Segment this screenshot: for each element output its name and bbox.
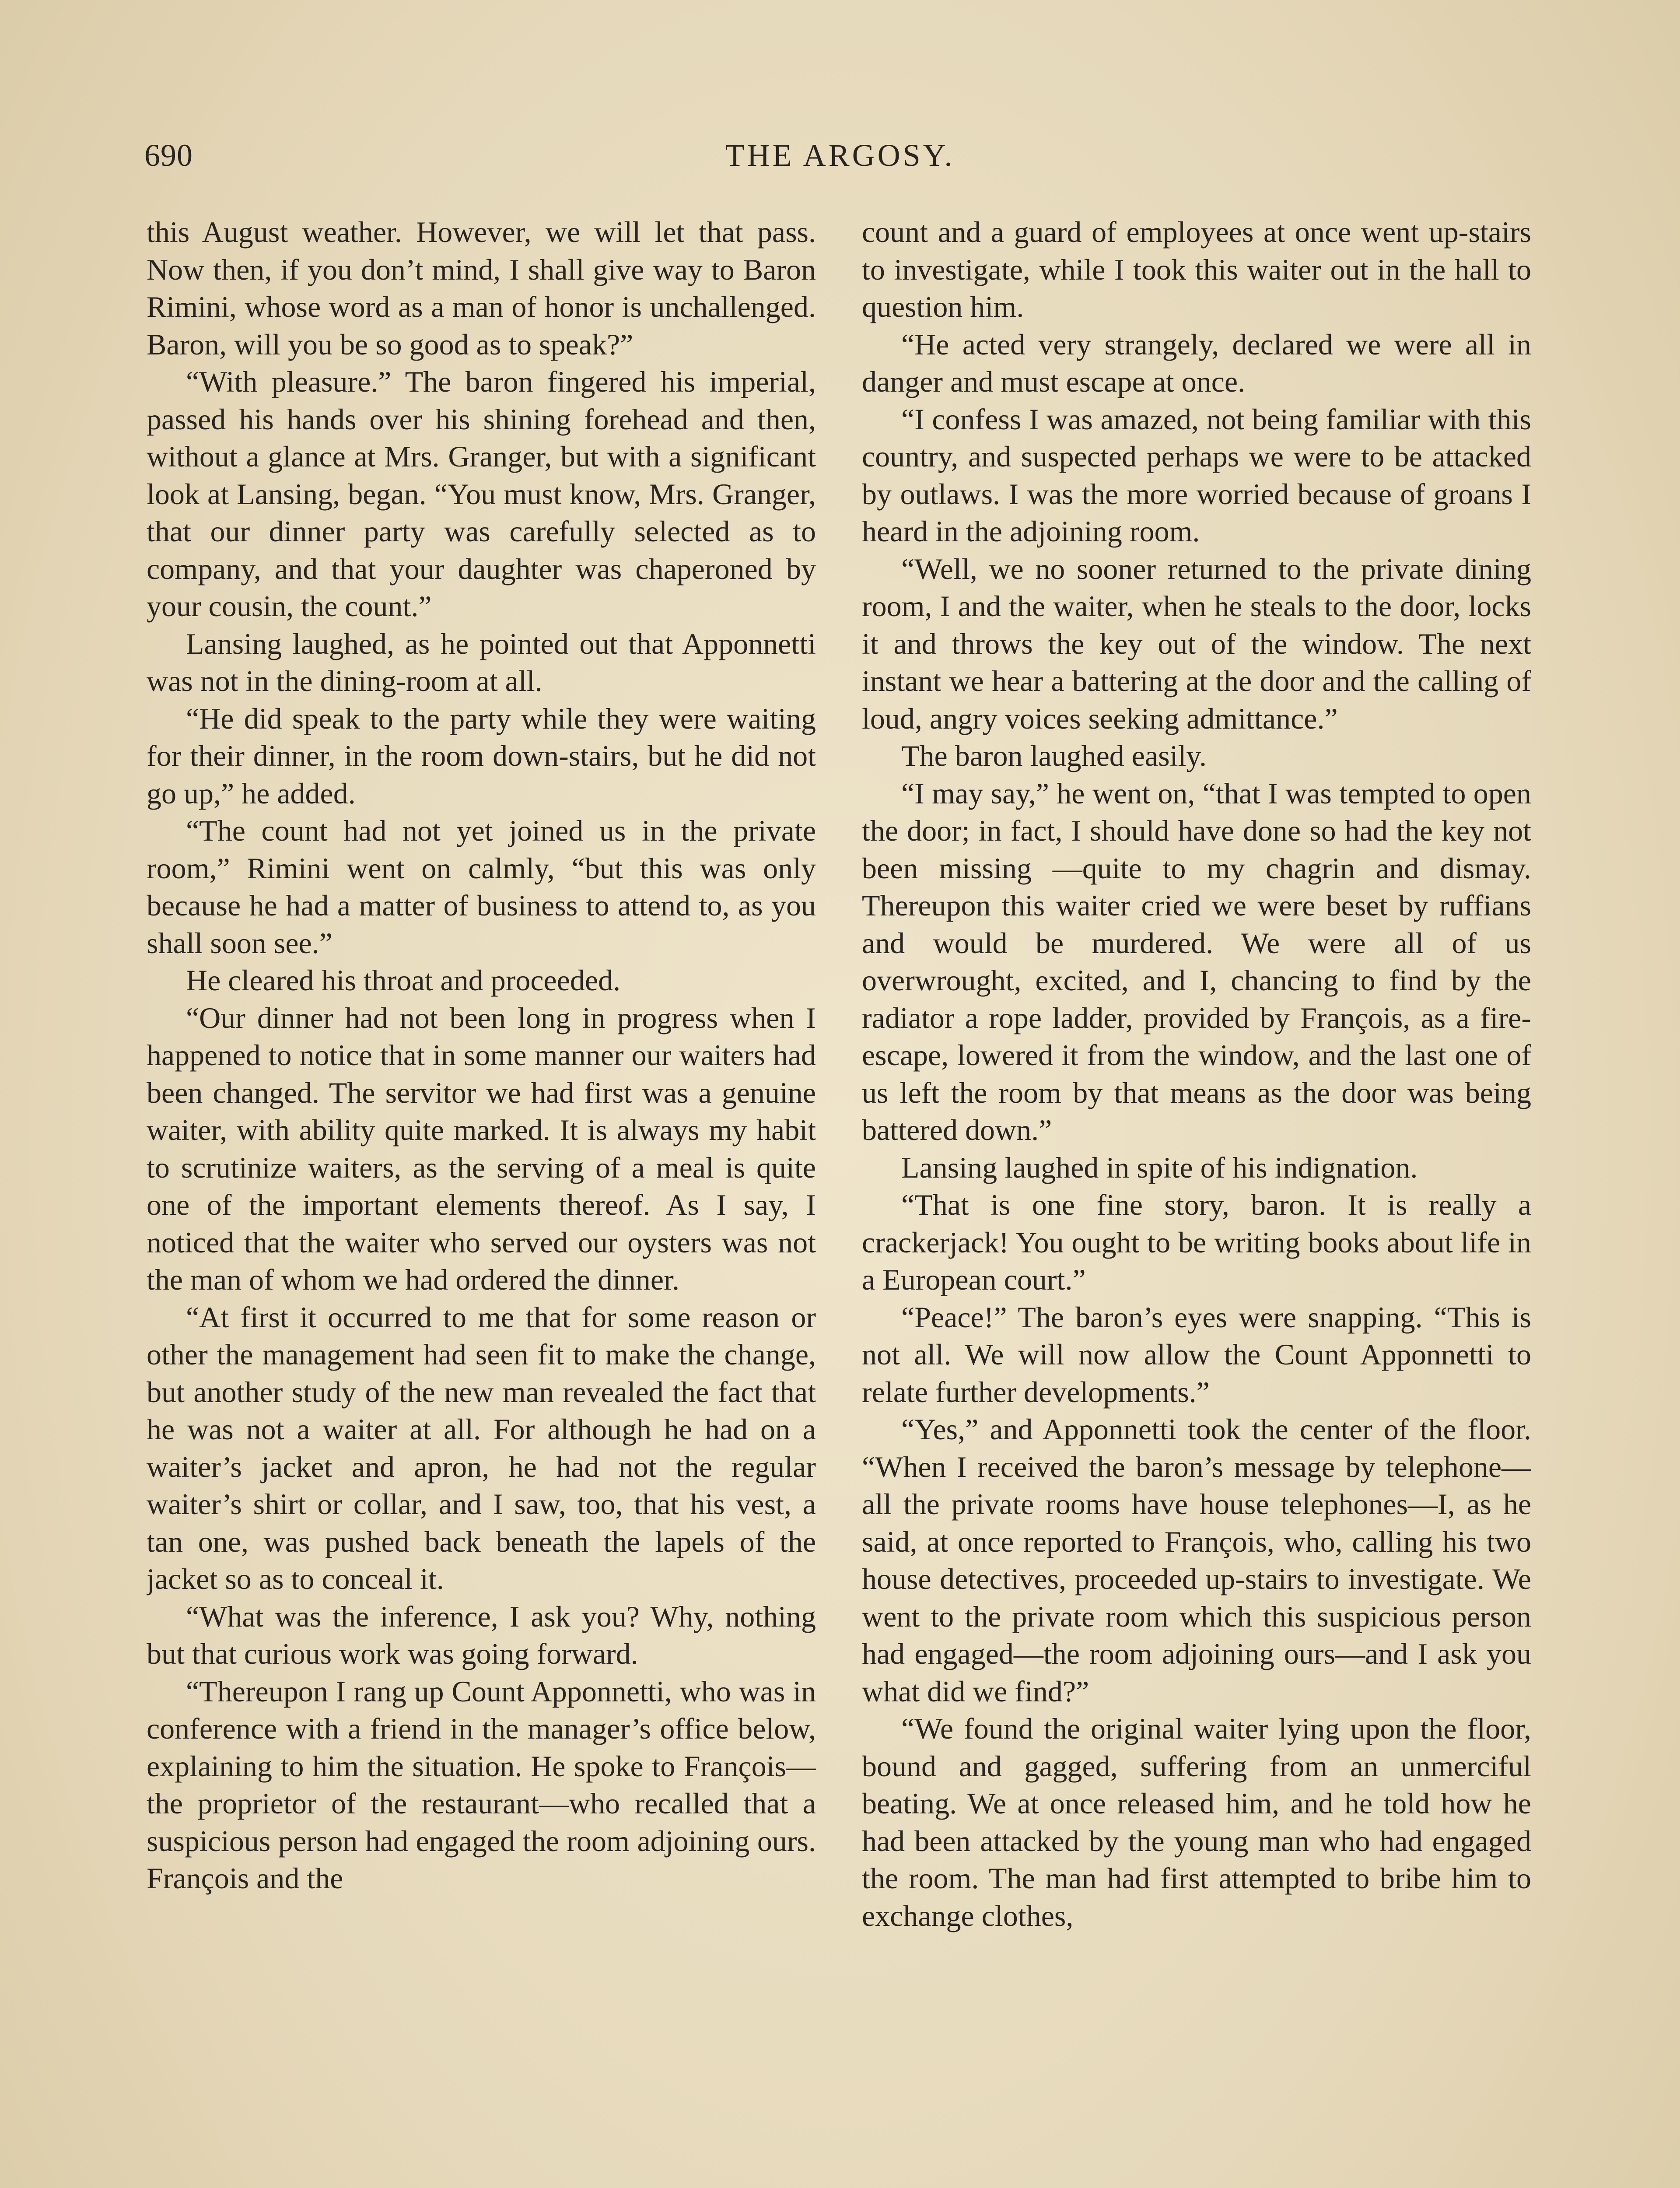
left-column (147, 214, 816, 2188)
paragraph: “With pleasure.” The baron fingered his imperial, passed his hands over his shining forehead and then, without a glance at Mrs. Granger, but with a significant look at Lansing, began. “You must know, Mrs. Granger, that our dinner party was carefully selected as to company, and that your daughter was chaperoned by your cousin, the count.” (147, 365, 816, 623)
paragraph: “We found the original waiter lying upon the floor, bound and gagged, suffering from an unmerciful beating. We at once released him, and he told how he had been attacked by the young man who had engaged the room. The man had first attempted to bribe him to exchange clothes, (862, 1712, 1531, 1932)
paragraph: “Well, we no sooner returned to the private dining room, I and the waiter, when he steals to the door, locks it and throws the key out of the window. The next instant we hear a battering at the door and the calling of loud, angry voices seeking admittance.” (862, 552, 1531, 735)
paragraph: “I confess I was amazed, not being familiar with this country, and suspected perhaps we were to be attacked by outlaws. I was the more worried because of groans I heard in the adjoining room. (862, 402, 1531, 548)
paragraph: Lansing laughed in spite of his indignation. (901, 1150, 1418, 1184)
running-title: THE ARGOSY. (725, 138, 955, 173)
paragraph: “The count had not yet joined us in the private room,” Rimini went on calmly, “but this was only because he had a matter of business to attend to, as you shall soon see.” (147, 814, 816, 960)
paragraph: this August weather. However, we will let that pass. Now then, if you don’t mind, I shall give way to Baron Rimini, whose word as a man of honor is unchallenged. Baron, will you be so good as to speak?” (147, 215, 816, 361)
paragraph: “Yes,” and Apponnetti took the center of the floor. “When I received the baron’s message by telephone—all the private rooms have house telephones—I, as he said, at once reported to François, who, calling his two house detectives, proceeded up-stairs to investigate. We went to the private room which this suspicious person had engaged—the room adjoining ours—and I ask you what did we find?” (862, 1413, 1531, 1708)
paragraph: “He did speak to the party while they were waiting for their dinner, in the room down-stairs, but he did not go up,” he added. (147, 701, 816, 810)
paragraph: He cleared his throat and proceeded. (186, 964, 621, 997)
paragraph: “That is one fine story, baron. It is really a crackerjack! You ought to be writing books about life in a European court.” (862, 1188, 1531, 1296)
paragraph: count and a guard of employees at once went up-stairs to investigate, while I took this waiter out in the hall to question him. (862, 215, 1531, 323)
page-number: 690 (144, 138, 193, 173)
paragraph: Lansing laughed, as he pointed out that Apponnetti was not in the dining-room at all. (147, 627, 816, 698)
page-header (144, 131, 1536, 179)
paragraph: “At first it occurred to me that for some reason or other the management had seen fit to make the change, but another study of the new man revealed the fact that he was not a waiter at all. For although he had on a waiter’s jacket and apron, he had not the regular waiter’s shirt or collar, and I saw, too, that his vest, a tan one, was pushed back beneath the lapels of the jacket so as to conceal it. (147, 1300, 816, 1595)
paragraph: “I may say,” he went on, “that I was tempted to open the door; in fact, I should have done so had the key not been missing —quite to my chagrin and dismay. Thereupon this waiter cried we were beset by ruffians and would be murdered. We were all of us overwrought, excited, and I, chancing to find by the radiator a rope ladder, provided by François, as a fire-escape, lowered it from the window, and the last one of us left the room by that means as the door was being battered down.” (862, 776, 1531, 1147)
paragraph: The baron laughed easily. (901, 739, 1207, 772)
right-column (862, 214, 1531, 2188)
text-columns (147, 214, 1531, 2188)
paragraph: “Our dinner had not been long in progress when I happened to notice that in some manner our waiters had been changed. The servitor we had first was a genuine waiter, with ability quite marked. It is always my habit to scrutinize waiters, as the serving of a meal is quite one of the important elements thereof. As I say, I noticed that the waiter who served our oysters was not the man of whom we had ordered the dinner. (147, 1001, 816, 1296)
paragraph: “He acted very strangely, declared we were all in danger and must escape at once. (862, 327, 1531, 398)
paragraph: “What was the inference, I ask you? Why, nothing but that curious work was going forward. (147, 1599, 816, 1670)
paragraph: “Thereupon I rang up Count Apponnetti, who was in conference with a friend in the manager’s office below, explaining to him the situation. He spoke to François—the proprietor of the restaurant—who recalled that a suspicious person had engaged the room adjoining ours. François and the (147, 1674, 816, 1895)
paragraph: “Peace!” The baron’s eyes were snapping. “This is not all. We will now allow the Count Apponnetti to relate further developments.” (862, 1300, 1531, 1409)
